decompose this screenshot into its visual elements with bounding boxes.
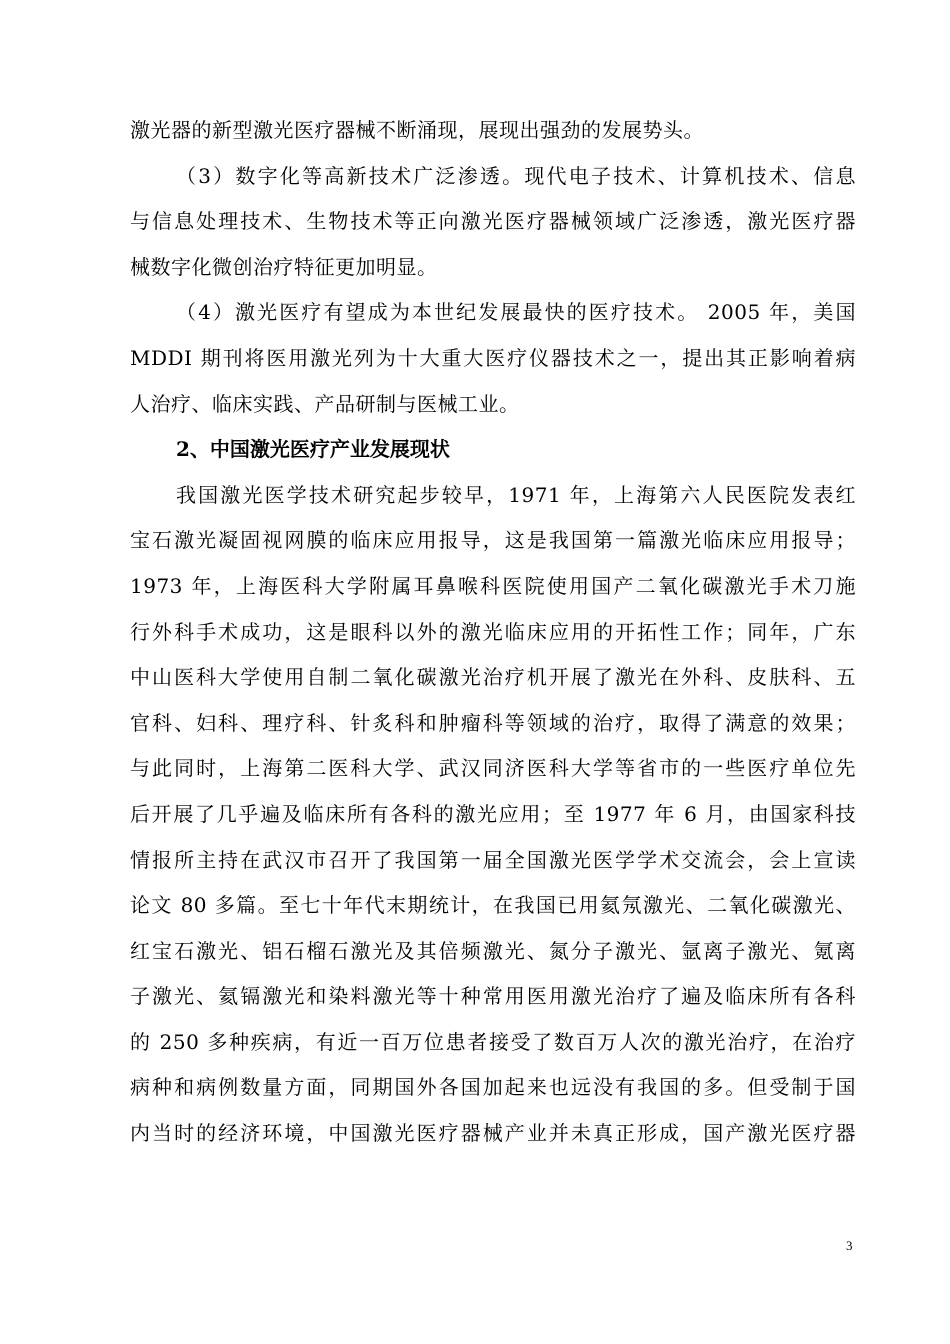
text-line: 我国激光医学技术研究起步较早，1971 年，上海第六人民医院发表红 bbox=[176, 482, 856, 507]
text-line: 论文 80 多篇。至七十年代末期统计，在我国已用氦氖激光、二氧化碳激光、 bbox=[130, 893, 856, 918]
text-line: 红宝石激光、铝石榴石激光及其倍频激光、氮分子激光、氩离子激光、氪离 bbox=[130, 938, 856, 963]
text-line: 后开展了几乎遍及临床所有各科的激光应用；至 1977 年 6 月，由国家科技 bbox=[130, 801, 856, 826]
text-line: 子激光、氦镉激光和染料激光等十种常用医用激光治疗了遍及临床所有各科 bbox=[130, 984, 856, 1009]
text-line: 械数字化微创治疗特征更加明显。 bbox=[130, 254, 438, 279]
text-line: 1973 年，上海医科大学附属耳鼻喉科医院使用国产二氧化碳激光手术刀施 bbox=[130, 573, 856, 598]
text-line: 情报所主持在武汉市召开了我国第一届全国激光医学学术交流会，会上宣读 bbox=[130, 847, 856, 872]
text-line: 激光器的新型激光医疗器械不断涌现，展现出强劲的发展势头。 bbox=[130, 118, 704, 142]
text-line: 与此同时，上海第二医科大学、武汉同济医科大学等省市的一些医疗单位先 bbox=[130, 756, 856, 781]
text-line: （3）数字化等高新技术广泛渗透。现代电子技术、计算机技术、信息 bbox=[176, 163, 856, 188]
text-line: 病种和病例数量方面，同期国外各国加起来也远没有我国的多。但受制于国 bbox=[130, 1075, 856, 1100]
text-line: 官科、妇科、理疗科、针炙科和肿瘤科等领域的治疗，取得了满意的效果； bbox=[130, 710, 856, 735]
page-number: 3 bbox=[846, 1238, 853, 1253]
text-line: MDDI 期刊将医用激光列为十大重大医疗仪器技术之一，提出其正影响着病 bbox=[130, 345, 856, 370]
text-line: 的 250 多种疾病，有近一百万位患者接受了数百万人次的激光治疗，在治疗 bbox=[130, 1029, 856, 1054]
section-heading: 2、中国激光医疗产业发展现状 bbox=[176, 437, 450, 462]
document-body bbox=[130, 108, 856, 1157]
text-line: 人治疗、临床实践、产品研制与医械工业。 bbox=[130, 391, 520, 416]
text-line: 与信息处理技术、生物技术等正向激光医疗器械领域广泛渗透，激光医疗器 bbox=[130, 209, 856, 234]
text-line: 宝石激光凝固视网膜的临床应用报导，这是我国第一篇激光临床应用报导； bbox=[130, 528, 856, 553]
text-line: 行外科手术成功，这是眼科以外的激光临床应用的开拓性工作；同年，广东 bbox=[130, 619, 856, 644]
text-line: 内当时的经济环境，中国激光医疗器械产业并未真正形成，国产激光医疗器 bbox=[130, 1121, 856, 1146]
text-line: （4）激光医疗有望成为本世纪发展最快的医疗技术。 2005 年，美国 bbox=[176, 300, 856, 325]
text-line: 中山医科大学使用自制二氧化碳激光治疗机开展了激光在外科、皮肤科、五 bbox=[130, 665, 856, 690]
